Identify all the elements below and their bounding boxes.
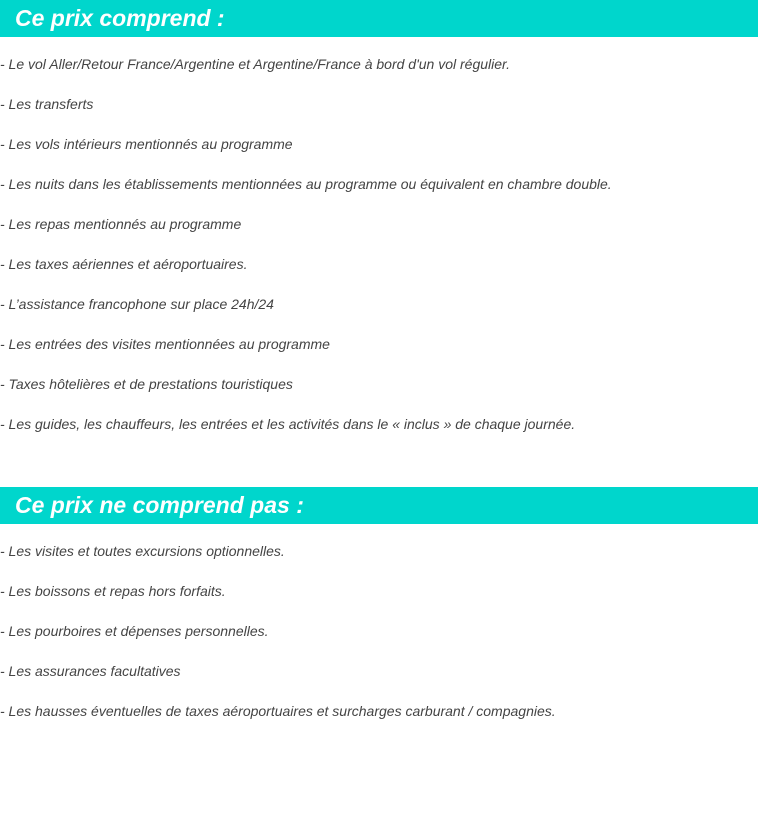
excludes-item: - Les boissons et repas hors forfaits. [0,583,226,599]
includes-item: - Les vols intérieurs mentionnés au programme [0,136,293,152]
excludes-list [0,541,758,741]
includes-item: - Le vol Aller/Retour France/Argentine et Argentine/France à bord d'un vol régulier. [0,56,511,72]
includes-item: - Les transferts [0,96,94,112]
includes-item: - Les nuits dans les établissements mentionnées au programme ou équivalent en chambre double. [0,176,612,192]
excludes-item: - Les hausses éventuelles de taxes aéroportuaires et surcharges carburant / compagnies. [0,703,556,719]
excludes-item: - Les pourboires et dépenses personnelles. [0,623,269,639]
includes-item: - Les guides, les chauffeurs, les entrées et les activités dans le « inclus » de chaque journée. [0,416,576,432]
includes-item: - L’assistance francophone sur place 24h/24 [0,296,274,312]
includes-section-title: Ce prix comprend : [0,0,758,37]
includes-item: - Les repas mentionnés au programme [0,216,242,232]
excludes-item: - Les assurances facultatives [0,663,181,679]
includes-item: - Les entrées des visites mentionnées au programme [0,336,330,352]
includes-item: - Les taxes aériennes et aéroportuaires. [0,256,248,272]
includes-item: - Taxes hôtelières et de prestations touristiques [0,376,293,392]
excludes-item: - Les visites et toutes excursions optionnelles. [0,543,285,559]
includes-list [0,54,758,454]
excludes-section-title: Ce prix ne comprend pas : [0,487,758,524]
